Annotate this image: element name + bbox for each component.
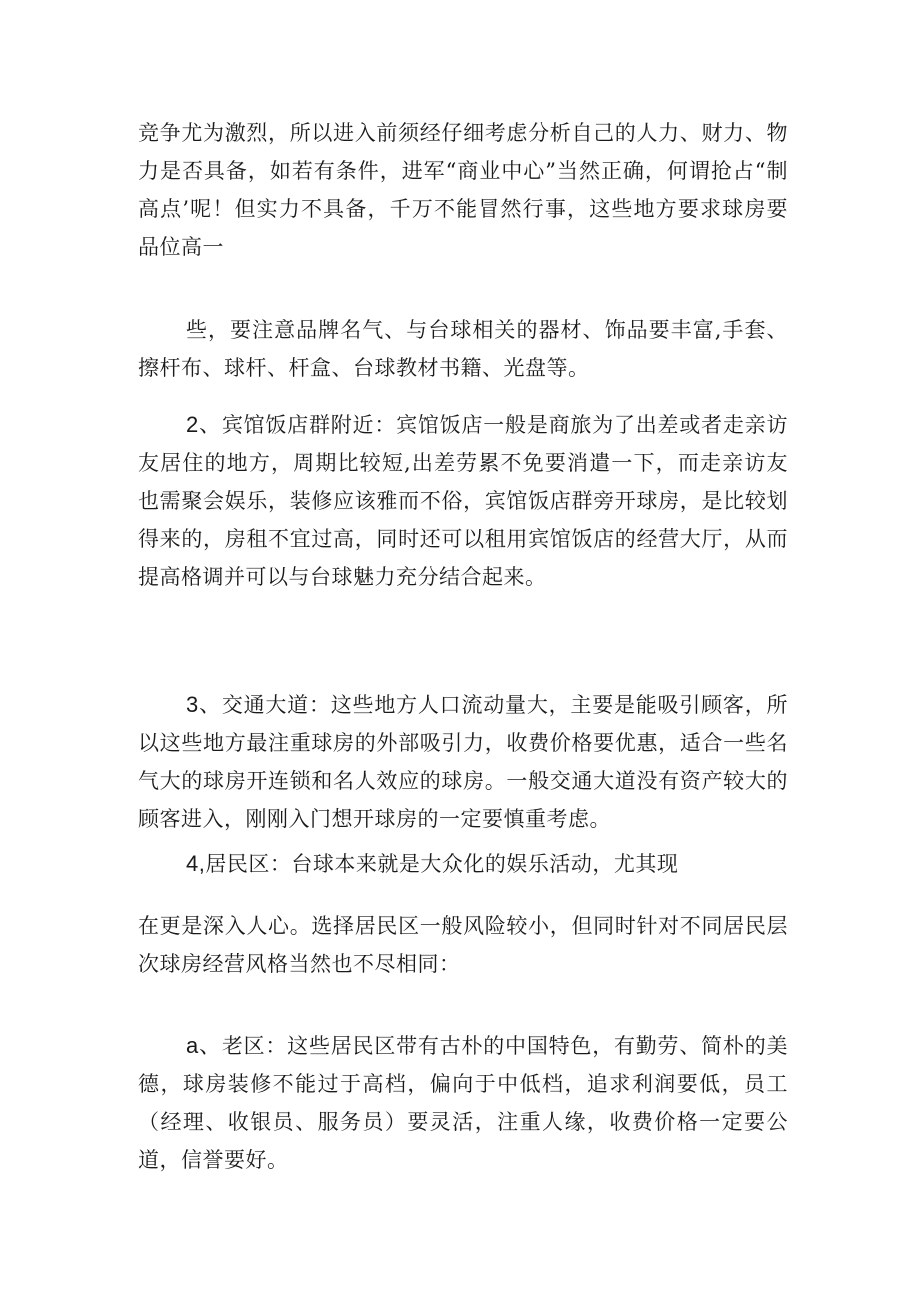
list-number: 2、 <box>186 412 222 437</box>
paragraph-commercial-center-continued <box>138 114 788 266</box>
list-number: 4, <box>186 851 206 876</box>
list-number: 3、 <box>186 692 222 717</box>
paragraph-text: 在更是深入人心。选择居民区一般风险较小，但同时针对不同居民层次球房经营风格当然也不尽相同： <box>138 914 788 976</box>
list-letter: a、 <box>186 1033 222 1058</box>
paragraph-residential-area <box>138 845 788 883</box>
paragraph-text: 老区：这些居民区带有古朴的中国特色，有勤劳、简朴的美德，球房装修不能过于高档，偏向于中低档，追求利润要低，员工（经理、收银员、服务员）要灵活，注重人缘，收费价格一定要公道，信誉要好。 <box>138 1034 788 1172</box>
paragraph-text: 居民区：台球本来就是大众化的娱乐活动，尤其现 <box>205 852 679 876</box>
paragraph-text: 宾馆饭店群附近：宾馆饭店一般是商旅为了出差或者走亲访友居住的地方，周期比较短,出差劳累不免要消遣一下，而走亲访友也需聚会娱乐，装修应该雅而不俗，宾馆饭店群旁开球房，是比较划得来的，房租不宜过高，同时还可以租用宾馆饭店的经营大厅，从而提高格调并可以与台球魅力充分结合起来。 <box>138 413 788 589</box>
paragraph-text: 些，要注意品牌名气、与台球相关的器材、饰品要丰富,手套、擦杆布、球杆、杆盒、台球教材书籍、光盘等。 <box>138 318 788 380</box>
paragraph-residential-continued <box>138 907 788 983</box>
paragraph-brand-equipment <box>138 311 788 387</box>
paragraph-hotel-area <box>138 406 788 596</box>
paragraph-traffic-avenue <box>138 686 788 838</box>
paragraph-text: 交通大道：这些地方人口流动量大，主要是能吸引顾客，所以这些地方最注重球房的外部吸引力，收费价格要优惠，适合一些名气大的球房开连锁和名人效应的球房。一般交通大道没有资产较大的顾客进入，刚刚入门想开球房的一定要慎重考虑。 <box>138 693 788 831</box>
paragraph-text: 竞争尤为激烈，所以进入前须经仔细考虑分析自己的人力、财力、物力是否具备，如若有条件，进军“商业中心”当然正确，何谓抢占“制高点’呢！但实力不具备，千万不能冒然行事，这些地方要求球房要品位高一 <box>138 121 788 259</box>
paragraph-old-district <box>138 1027 788 1179</box>
